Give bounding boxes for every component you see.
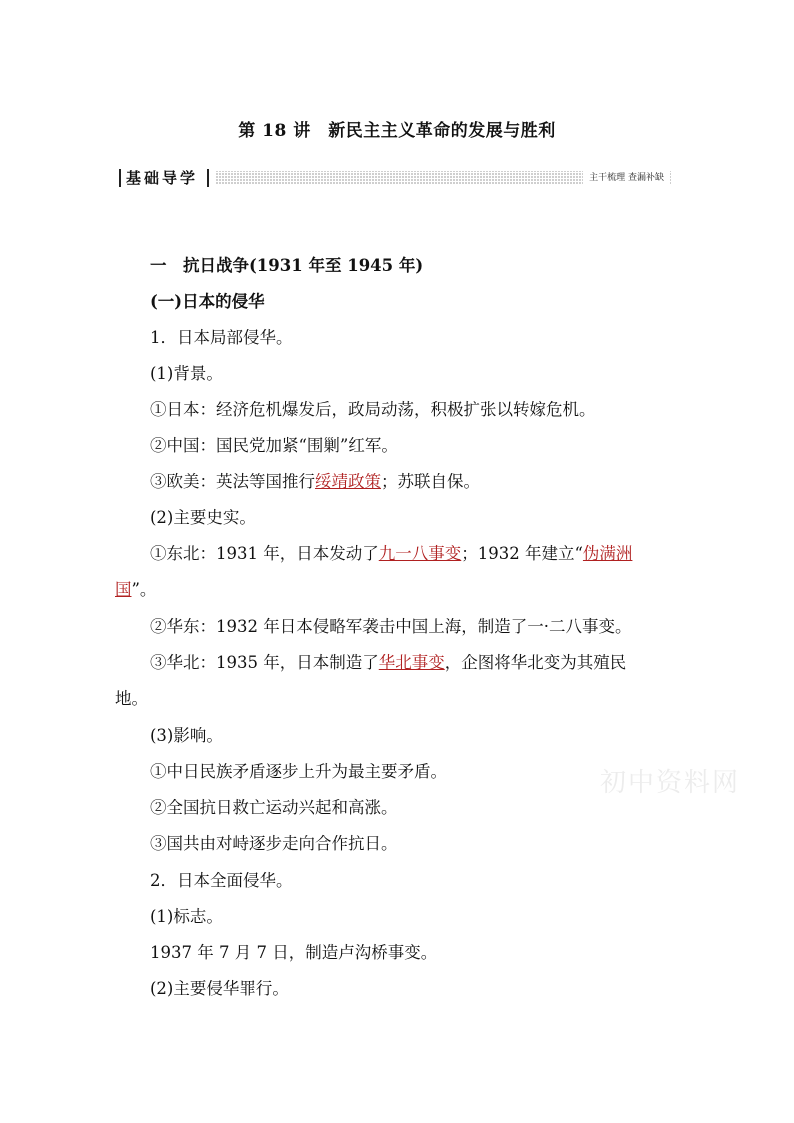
section-1-2: (2)主要史实。 xyxy=(150,508,256,527)
impact-3: ③国共由对峙逐步走向合作抗日。 xyxy=(150,834,398,853)
watermark: 初中资料网 xyxy=(600,768,741,798)
key-term: 九一八事变 xyxy=(378,544,462,563)
section-1-1: (1)背景。 xyxy=(150,364,223,383)
text-span: ③华北：1935 年，日本制造了 xyxy=(150,653,379,672)
fact-north-cont: 地。 xyxy=(115,689,148,708)
banner-label: 基础导学 xyxy=(119,169,209,187)
background-west xyxy=(150,472,480,492)
background-japan: ①日本：经济危机爆发后，政局动荡，积极扩张以转嫁危机。 xyxy=(150,400,596,419)
section-2-title: 2．日本全面侵华。 xyxy=(150,871,293,890)
fact-north xyxy=(150,653,626,673)
key-term: 华北事变 xyxy=(378,653,445,672)
text-span: ；1932 年建立“ xyxy=(461,544,583,563)
fact-east: ②华东：1932 年日本侵略军袭击中国上海，制造了一·二八事变。 xyxy=(150,617,632,636)
fact-northeast xyxy=(150,544,632,564)
key-term: 绥靖政策 xyxy=(315,472,381,491)
text-span: ，企图将华北变为其殖民 xyxy=(444,653,627,672)
heading-2: (一)日本的侵华 xyxy=(150,292,265,311)
section-1-3: (3)影响。 xyxy=(150,726,223,745)
text-span: ①东北：1931 年，日本发动了 xyxy=(150,544,379,563)
marker-event: 1937 年 7 月 7 日，制造卢沟桥事变。 xyxy=(150,943,438,962)
fact-northeast-cont xyxy=(115,580,156,600)
key-term: 伪满洲 xyxy=(582,544,633,563)
banner-subtitle: 主干梳理 查漏补缺 xyxy=(583,169,670,187)
text-span: ”。 xyxy=(131,580,157,599)
page-title: 第 18 讲 新民主主义革命的发展与胜利 xyxy=(238,121,556,141)
background-china: ②中国：国民党加紧“围剿”红军。 xyxy=(150,436,398,455)
heading-1: 一 抗日战争(1931 年至 1945 年) xyxy=(150,256,424,275)
section-2-1: (1)标志。 xyxy=(150,907,223,926)
section-banner xyxy=(119,169,672,187)
text-span: ；苏联自保。 xyxy=(381,472,480,491)
impact-2: ②全国抗日救亡运动兴起和高涨。 xyxy=(150,798,398,817)
impact-1: ①中日民族矛盾逐步上升为最主要矛盾。 xyxy=(150,762,447,781)
key-term: 国 xyxy=(115,580,132,599)
section-1-title: 1．日本局部侵华。 xyxy=(150,328,293,347)
text-span: ③欧美：英法等国推行 xyxy=(150,472,315,491)
section-2-2: (2)主要侵华罪行。 xyxy=(150,979,289,998)
